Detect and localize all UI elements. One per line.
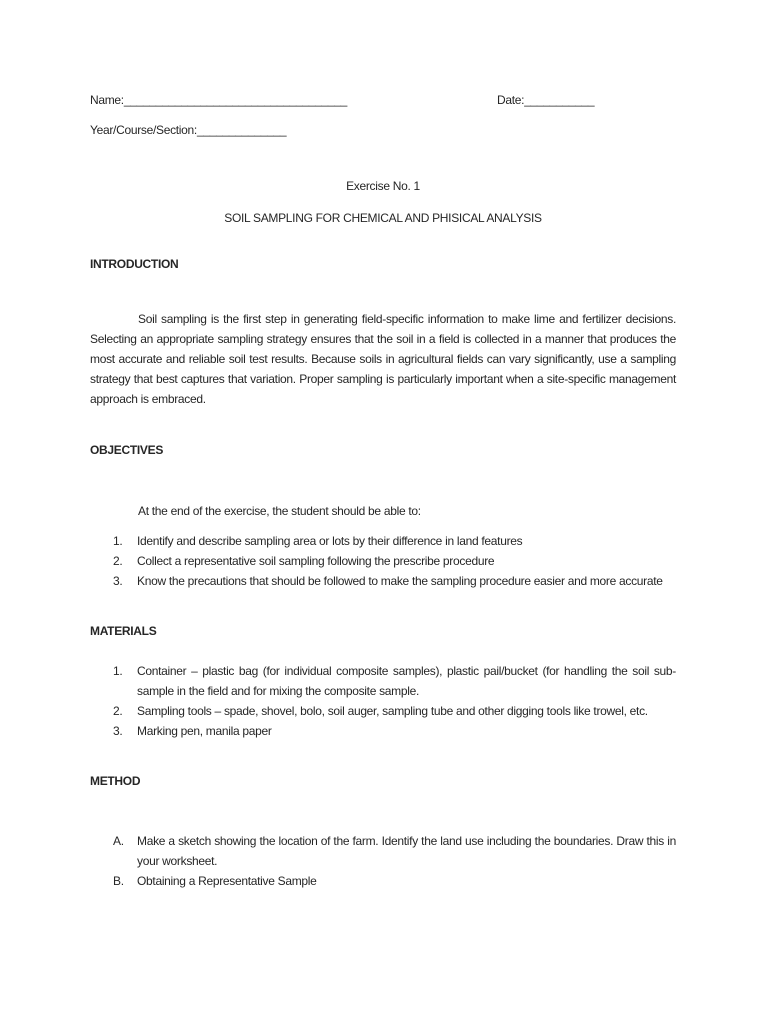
method-list <box>90 831 676 891</box>
list-item-marker: 2. <box>113 554 123 568</box>
materials-heading: MATERIALS <box>90 624 157 638</box>
list-item-marker: B. <box>113 874 124 888</box>
name-blank-line: ___________________________________ <box>123 93 347 107</box>
list-item <box>90 871 676 891</box>
list-item-text: Know the precautions that should be followed to make the sampling procedure easier and more accurate <box>137 574 663 588</box>
year-course-section-row <box>90 120 676 140</box>
list-item-text: Make a sketch showing the location of the farm. Identify the land use including the boundaries. Draw this in your worksheet. <box>137 834 676 868</box>
date-blank-line: ___________ <box>524 93 595 107</box>
objectives-heading: OBJECTIVES <box>90 443 164 457</box>
materials-list <box>90 661 676 741</box>
list-item-text: Container – plastic bag (for individual composite samples), plastic pail/bucket (for handling the soil sub-sample in the field and for mixing the composite sample. <box>137 664 676 698</box>
year-course-section-blank-line: ______________ <box>196 123 287 137</box>
year-course-section-label: Year/Course/Section: <box>90 123 197 137</box>
list-item <box>90 571 676 591</box>
list-item <box>90 831 676 871</box>
list-item <box>90 661 676 701</box>
objectives-list <box>90 531 676 591</box>
name-label: Name: <box>90 93 124 107</box>
date-group <box>497 90 594 110</box>
list-item-marker: 3. <box>113 724 123 738</box>
list-item-marker: 1. <box>113 664 123 678</box>
date-label: Date: <box>497 93 525 107</box>
list-item <box>90 701 676 721</box>
list-item-text: Collect a representative soil sampling following the prescribe procedure <box>137 554 495 568</box>
list-item-text: Sampling tools – spade, shovel, bolo, soil auger, sampling tube and other digging tools like trowel, etc. <box>137 704 648 718</box>
list-item-text: Identify and describe sampling area or lots by their difference in land features <box>137 534 523 548</box>
objectives-lead: At the end of the exercise, the student should be able to: <box>138 504 421 518</box>
list-item-marker: 2. <box>113 704 123 718</box>
document-title: SOIL SAMPLING FOR CHEMICAL AND PHISICAL ANALYSIS <box>224 211 542 225</box>
list-item-text: Obtaining a Representative Sample <box>137 874 317 888</box>
introduction-paragraph: Soil sampling is the first step in generating field-specific information to make lime and fertilizer decisions. Selecting an appropriate sampling strategy ensures that the soil in a field is collected in a manner that produces the most accurate and reliable soil test results. Because soils in agricultural fields can vary significantly, use a sampling strategy that best captures that variation. Proper sampling is particularly important when a site-specific management approach is embraced. <box>90 312 676 406</box>
name-date-row <box>90 90 676 110</box>
exercise-number: Exercise No. 1 <box>346 179 420 193</box>
list-item <box>90 721 676 741</box>
introduction-heading: INTRODUCTION <box>90 257 179 271</box>
list-item-marker: A. <box>113 834 124 848</box>
list-item <box>90 551 676 571</box>
list-item <box>90 531 676 551</box>
list-item-text: Marking pen, manila paper <box>137 724 272 738</box>
list-item-marker: 3. <box>113 574 123 588</box>
list-item-marker: 1. <box>113 534 123 548</box>
method-heading: METHOD <box>90 774 141 788</box>
